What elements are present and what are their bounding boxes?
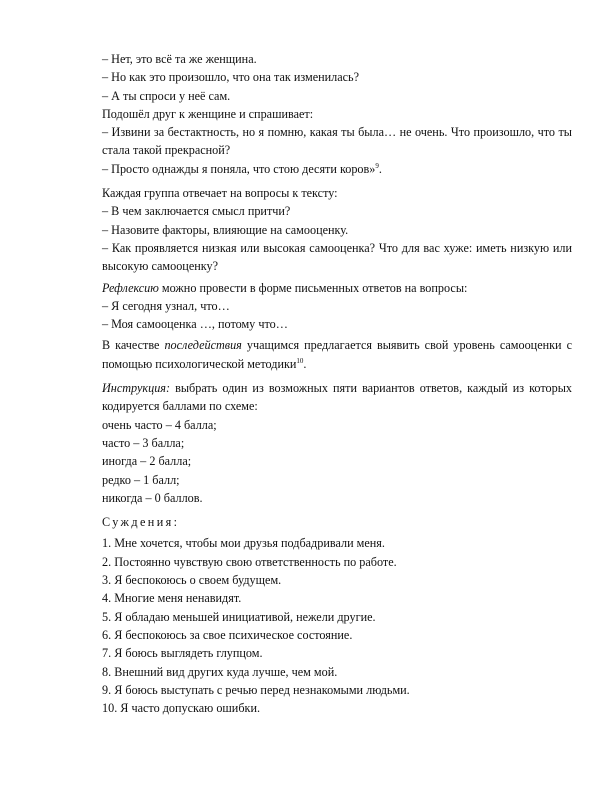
- aftereffect-after: учащимся предлагается выявить свой уровень самооценки с помощью психологической методики: [102, 338, 572, 371]
- answer-end: .: [378, 161, 382, 176]
- dialogue-line-1: – Нет, это всё та же женщина.: [102, 52, 257, 66]
- judgment-8: 8. Внешний вид других куда лучше, чем мой.: [102, 664, 338, 679]
- answer-line: [102, 160, 572, 178]
- scale-item-very-often: очень часто – 4 балла;: [102, 417, 217, 432]
- aftereffect-term: последействия: [164, 338, 242, 353]
- reflection-answer-2: – Моя самооценка …, потому что…: [102, 317, 288, 332]
- approach-line: Подошёл друг к женщине и спрашивает:: [102, 106, 314, 121]
- judgment-2: 2. Постоянно чувствую свою ответственность по работе.: [102, 554, 397, 569]
- document-page: [102, 50, 572, 717]
- scale-item-often: часто – 3 балла;: [102, 435, 185, 450]
- dialogue-line-3: – А ты спроси у неё сам.: [102, 88, 231, 103]
- dialogue-line-2: – Но как это произошло, что она так изменилась?: [102, 70, 360, 85]
- scale-item-never: никогда – 0 баллов.: [102, 490, 203, 505]
- instruction-term: Инструкция:: [102, 381, 171, 396]
- judgments-heading: Суждения:: [102, 515, 180, 530]
- reflection-rest: можно провести в форме письменных ответов на вопросы:: [158, 280, 468, 295]
- instruction-rest: выбрать один из возможных пяти вариантов ответов, каждый из которых кодируется баллами по схеме:: [102, 381, 572, 414]
- aftereffect-before: В качестве: [102, 338, 165, 353]
- footnote-ref-10: 10: [296, 356, 304, 365]
- judgment-5: 5. Я обладаю меньшей инициативой, нежели другие.: [102, 609, 376, 624]
- scale-item-sometimes: иногда – 2 балла;: [102, 454, 192, 469]
- judgment-1: 1. Мне хочется, чтобы мои друзья подбадривали меня.: [102, 536, 385, 551]
- judgment-10: 10. Я часто допускаю ошибки.: [102, 701, 261, 716]
- question-1: – В чем заключается смысл притчи?: [102, 204, 291, 219]
- reflection-paragraph: [102, 279, 572, 297]
- judgment-7: 7. Я боюсь выглядеть глупцом.: [102, 646, 263, 661]
- instruction-paragraph: [102, 379, 572, 416]
- judgment-9: 9. Я боюсь выступать с речью перед незнакомыми людьми.: [102, 682, 410, 697]
- aftereffect-paragraph: [102, 336, 572, 373]
- question-3: – Как проявляется низкая или высокая самооценка? Что для вас хуже: иметь низкую или высокую самооценку?: [102, 240, 572, 274]
- apology-paragraph: – Извини за бестактность, но я помню, какая ты была… не очень. Что произошло, что ты стала такой прекрасной?: [102, 125, 572, 158]
- answer-text: – Просто однажды я поняла, что стою десяти коров»: [102, 161, 376, 176]
- aftereffect-end: .: [303, 356, 307, 371]
- reflection-answer-1: – Я сегодня узнал, что…: [102, 298, 230, 313]
- judgment-3: 3. Я беспокоюсь о своем будущем.: [102, 573, 282, 588]
- reflection-term: Рефлексию: [102, 280, 159, 295]
- footnote-ref-9: 9: [375, 161, 379, 170]
- question-2: – Назовите факторы, влияющие на самооценку.: [102, 222, 349, 237]
- judgment-4: 4. Многие меня ненавидят.: [102, 591, 242, 606]
- group-intro: Каждая группа отвечает на вопросы к тексту:: [102, 186, 338, 201]
- judgment-6: 6. Я беспокоюсь за свое психическое состояние.: [102, 627, 353, 642]
- scale-item-rarely: редко – 1 балл;: [102, 472, 180, 487]
